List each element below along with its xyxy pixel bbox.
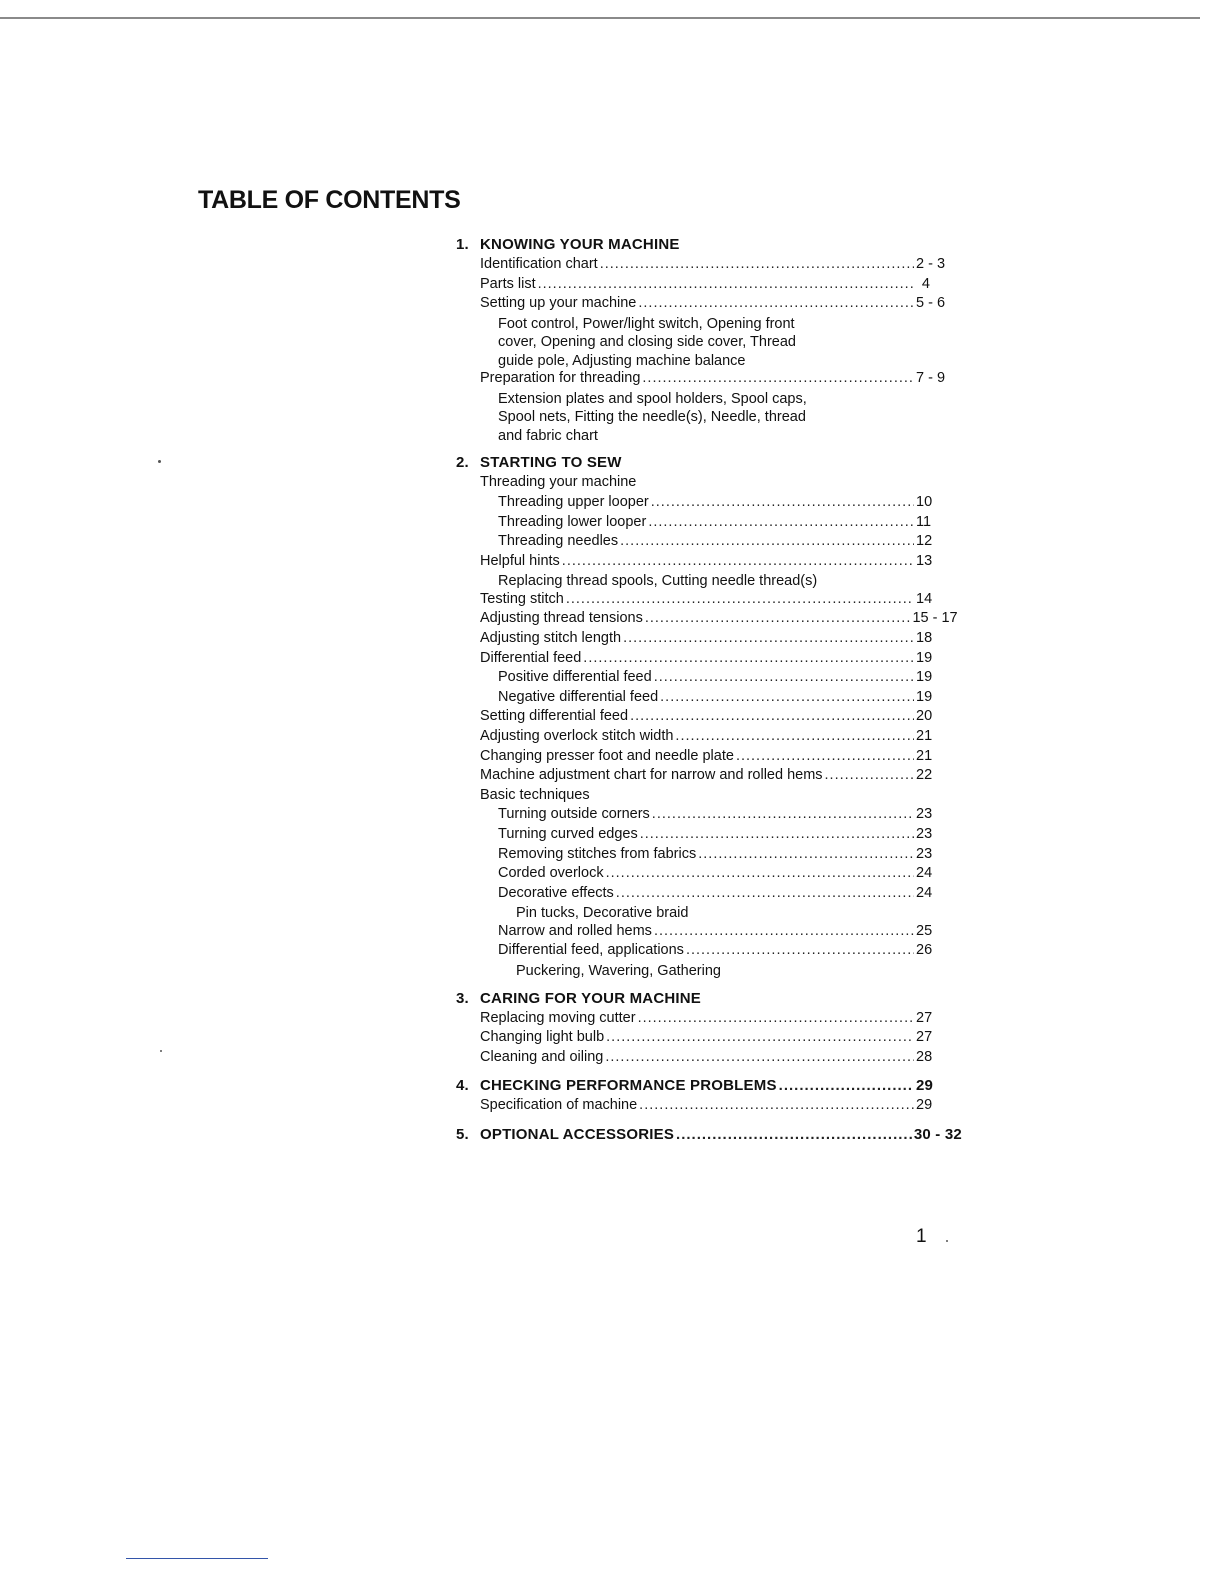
- toc-entry: [452, 610, 958, 630]
- entry-page: 23: [916, 845, 933, 862]
- toc-entry: [452, 942, 933, 962]
- description-line: guide pole, Adjusting machine balance: [498, 352, 746, 369]
- dot-leader: [606, 865, 914, 881]
- entry-page: 26: [916, 942, 933, 959]
- dot-leader: [630, 708, 914, 724]
- section-title: STARTING TO SEW: [480, 454, 622, 472]
- dot-leader: [562, 553, 914, 569]
- entry-description: [452, 390, 930, 446]
- dot-leader: [654, 669, 914, 685]
- dot-leader: [675, 728, 914, 744]
- description-line: Foot control, Power/light switch, Opening front: [498, 315, 795, 332]
- toc-entry: [452, 514, 930, 534]
- entry-page: 25: [916, 922, 933, 939]
- entry-page: 24: [916, 865, 933, 882]
- toc-entry: [452, 728, 933, 748]
- description-line: Replacing thread spools, Cutting needle thread(s): [498, 573, 818, 590]
- entry-page: 21: [916, 747, 933, 764]
- entry-label: Cleaning and oiling: [480, 1048, 604, 1065]
- dot-leader: [660, 689, 914, 705]
- entry-page: 21: [916, 728, 933, 744]
- toc-entry: [452, 922, 933, 943]
- entry-label: Turning outside corners: [498, 806, 650, 823]
- entry-page: 24: [916, 884, 933, 901]
- dot-leader: [698, 846, 914, 862]
- entry-page: 23: [916, 806, 933, 823]
- description-line: cover, Opening and closing side cover, Thread: [498, 334, 796, 351]
- entry-label: Changing light bulb: [480, 1029, 605, 1046]
- entry-label: Basic techniques: [480, 786, 590, 803]
- description-line: and fabric chart: [498, 427, 598, 444]
- entry-label: Specification of machine: [480, 1097, 638, 1114]
- entry-label: Helpful hints: [480, 552, 560, 569]
- dot-leader: [566, 591, 914, 607]
- toc-entry: [452, 295, 946, 315]
- page-title: TABLE OF CONTENTS: [198, 186, 461, 214]
- dot-leader: [651, 494, 914, 510]
- section-page: 30 - 32: [913, 1125, 962, 1143]
- toc-entry: [452, 590, 933, 611]
- dot-leader: [825, 767, 914, 783]
- toc-entry: [452, 1029, 933, 1049]
- entry-page: 29: [916, 1097, 933, 1114]
- dot-leader: [736, 748, 914, 764]
- section-heading: [452, 1125, 962, 1146]
- entry-page: 19: [916, 649, 933, 666]
- entry-label: Preparation for threading: [480, 370, 641, 387]
- entry-page: 12: [916, 533, 933, 550]
- section-heading: [452, 454, 930, 474]
- entry-page: 23: [916, 825, 933, 842]
- toc-section: [452, 1125, 962, 1146]
- entry-label: Threading needles: [498, 533, 619, 550]
- section-heading: [452, 1077, 934, 1097]
- description-line: Pin tucks, Decorative braid: [516, 905, 689, 922]
- entry-label: Turning curved edges: [498, 825, 638, 842]
- description-line: Spool nets, Fitting the needle(s), Needle, thread: [498, 409, 806, 426]
- top-rule: [0, 17, 1200, 19]
- dot-leader: [616, 885, 914, 901]
- dot-leader: [639, 1097, 914, 1113]
- dot-leader: [652, 806, 914, 822]
- toc-entry: [452, 649, 933, 670]
- entry-label: Replacing moving cutter: [480, 1009, 636, 1026]
- section-heading: [452, 990, 930, 1010]
- dot-leader: [583, 650, 914, 666]
- entry-page: 20: [916, 708, 933, 725]
- description-line: Extension plates and spool holders, Spool caps,: [498, 390, 807, 407]
- dot-leader: [648, 514, 914, 530]
- entry-label: Threading lower looper: [498, 513, 647, 530]
- toc-entry: [452, 256, 946, 276]
- entry-page: 19: [916, 688, 933, 705]
- entry-page: 4: [921, 275, 930, 292]
- toc-entry: [452, 533, 933, 553]
- entry-label: Setting differential feed: [480, 708, 629, 725]
- entry-page: 22: [916, 767, 933, 784]
- section-number: 3.: [456, 989, 469, 1007]
- toc-entry: [452, 474, 930, 494]
- entry-label: Negative differential feed: [498, 688, 659, 705]
- entry-label: Identification chart: [480, 256, 598, 272]
- section-title: KNOWING YOUR MACHINE: [480, 236, 680, 253]
- table-of-contents: [452, 236, 962, 1155]
- section-heading: [452, 236, 930, 256]
- dot-leader: [642, 370, 914, 386]
- toc-section: [452, 454, 958, 980]
- entry-page: 27: [916, 1029, 933, 1046]
- entry-label: Corded overlock: [498, 865, 604, 882]
- toc-entry: [452, 767, 933, 787]
- toc-entry: [452, 669, 933, 689]
- entry-label: Parts list: [480, 275, 536, 292]
- dot-leader: [600, 256, 914, 272]
- toc-section: [452, 1077, 934, 1117]
- entry-description: [452, 315, 930, 371]
- entry-description: [452, 904, 930, 923]
- entry-description: [452, 962, 930, 981]
- entry-page: 27: [916, 1009, 933, 1026]
- entry-page: 18: [916, 630, 933, 647]
- entry-page: 19: [916, 669, 933, 686]
- dot-leader: [676, 1126, 912, 1143]
- dot-leader: [605, 1049, 914, 1065]
- entry-page: 28: [916, 1048, 933, 1065]
- dot-leader: [645, 610, 911, 626]
- entry-label: Setting up your machine: [480, 295, 637, 312]
- scan-speck: [158, 460, 161, 463]
- entry-page: 7 - 9: [916, 370, 946, 387]
- toc-entry: [452, 825, 933, 846]
- dot-leader: [686, 942, 914, 958]
- section-number: 5.: [456, 1125, 469, 1143]
- dot-leader: [538, 276, 914, 292]
- dot-leader: [779, 1077, 914, 1094]
- toc-entry: [452, 276, 930, 296]
- entry-label: Removing stitches from fabrics: [498, 845, 697, 862]
- toc-entry: [452, 806, 933, 826]
- toc-entry: [452, 493, 933, 514]
- entry-label: Changing presser foot and needle plate: [480, 747, 734, 764]
- entry-description: [452, 572, 930, 591]
- section-page: 29: [916, 1077, 934, 1095]
- toc-entry: [452, 688, 933, 709]
- toc-section: [452, 236, 946, 445]
- toc-entry: [452, 787, 930, 807]
- entry-page: 15 - 17: [912, 610, 958, 627]
- entry-label: Threading upper looper: [498, 493, 649, 510]
- entry-label: Threading your machine: [480, 474, 637, 491]
- entry-label: Adjusting overlock stitch width: [480, 728, 674, 744]
- entry-page: 11: [916, 513, 932, 530]
- toc-entry: [452, 845, 933, 866]
- description-line: Puckering, Wavering, Gathering: [516, 963, 721, 980]
- entry-label: Positive differential feed: [498, 669, 652, 686]
- bottom-rule: [126, 1558, 268, 1559]
- section-number: 2.: [456, 454, 469, 472]
- dot-leader: [606, 1029, 914, 1045]
- toc-entry: [452, 630, 933, 650]
- entry-label: Adjusting thread tensions: [480, 610, 643, 627]
- scan-speck: [946, 1240, 948, 1242]
- entry-label: Testing stitch: [480, 590, 564, 607]
- dot-leader: [654, 923, 914, 939]
- section-number: 4.: [456, 1077, 469, 1095]
- scan-speck: [160, 1050, 162, 1052]
- toc-entry: [452, 1048, 933, 1069]
- dot-leader: [638, 295, 914, 311]
- dot-leader: [640, 826, 914, 842]
- entry-label: Machine adjustment chart for narrow and rolled hems: [480, 767, 823, 784]
- entry-page: 10: [916, 493, 933, 510]
- entry-page: 5 - 6: [916, 295, 946, 312]
- toc-entry: [452, 370, 946, 390]
- toc-entry: [452, 1009, 933, 1030]
- entry-page: 2 - 3: [916, 256, 946, 272]
- toc-entry: [452, 708, 933, 728]
- section-title: OPTIONAL ACCESSORIES: [480, 1125, 675, 1143]
- page-number: 1: [916, 1226, 927, 1247]
- toc-entry: [452, 865, 933, 885]
- dot-leader: [623, 630, 914, 646]
- section-number: 1.: [456, 236, 469, 253]
- entry-label: Decorative effects: [498, 884, 614, 901]
- toc-entry: [452, 1097, 933, 1117]
- dot-leader: [638, 1010, 914, 1026]
- section-title: CHECKING PERFORMANCE PROBLEMS: [480, 1077, 777, 1095]
- section-title: CARING FOR YOUR MACHINE: [480, 989, 701, 1007]
- entry-label: Adjusting stitch length: [480, 630, 622, 647]
- toc-entry: [452, 747, 933, 768]
- dot-leader: [620, 533, 914, 549]
- toc-entry: [452, 884, 933, 905]
- entry-page: 13: [916, 552, 933, 569]
- entry-label: Differential feed: [480, 649, 582, 666]
- entry-label: Differential feed, applications: [498, 942, 684, 959]
- entry-label: Narrow and rolled hems: [498, 922, 652, 939]
- toc-section: [452, 989, 933, 1069]
- toc-entry: [452, 552, 933, 573]
- entry-page: 14: [916, 590, 933, 607]
